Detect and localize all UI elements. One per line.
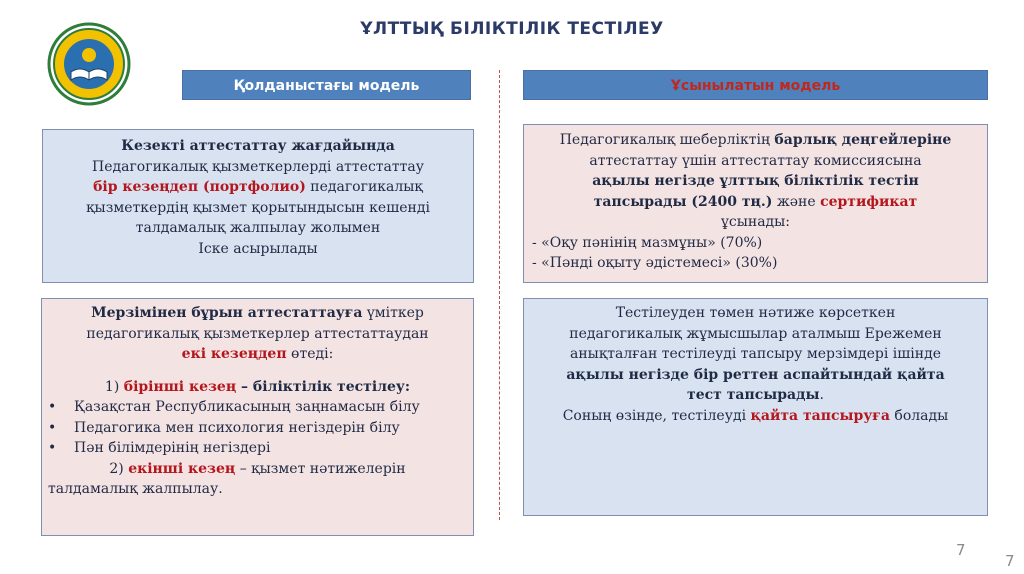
- list-item: [48, 397, 467, 418]
- column-divider: [499, 70, 500, 520]
- page-title: ҰЛТТЫҚ БІЛІКТІЛІК ТЕСТІЛЕУ: [360, 19, 664, 39]
- box4-line: педагогикалық жұмысшылар аталмыш Ережемен: [569, 325, 942, 342]
- box2-bold: барлық деңгейлеріне: [774, 132, 952, 148]
- box3-highlight: екі кезеңдеп: [181, 346, 287, 362]
- stage-number: 2): [109, 460, 129, 477]
- box2-list-item: - «Оқу пәнінің мазмұны» (70%): [532, 234, 763, 251]
- stage-number: 1): [104, 378, 124, 395]
- bullet-icon: •: [48, 419, 57, 436]
- box2-line: аттестаттау үшін аттестаттау комиссиясына: [589, 152, 922, 169]
- list-item: [48, 438, 467, 459]
- list-item: [48, 418, 467, 439]
- box3-line: үміткер: [362, 305, 424, 321]
- stage-two-label: екінші кезең: [128, 460, 236, 477]
- box2-line: Педагогикалық шеберліктің: [559, 132, 775, 148]
- box4-bold: тест тапсырады: [687, 387, 820, 403]
- box1-line: Педагогикалық қызметкерлерді аттестаттау: [92, 158, 424, 175]
- current-early-attestation-box: [41, 298, 474, 536]
- list-item-text: Педагогика мен психология негіздерін білу: [74, 419, 400, 436]
- emblem-open-book-icon: [47, 22, 131, 106]
- box1-line: қызметкердің қызмет қорытындысын кешенді: [86, 199, 430, 216]
- box1-heading: Кезекті аттестаттау жағдайында: [121, 138, 395, 154]
- proposed-attestation-box: [523, 124, 988, 283]
- current-regular-attestation-box: [42, 129, 474, 283]
- bullet-icon: •: [48, 440, 57, 456]
- stage-two-desc: – қызмет нәтижелерін: [235, 460, 406, 477]
- header-current-model: Қолданыстағы модель: [182, 70, 471, 100]
- bullet-icon: •: [48, 399, 57, 415]
- box4-line: .: [819, 387, 824, 403]
- box3-bold: Мерзімінен бұрын аттестаттауға: [91, 305, 363, 321]
- stage-one-label: бірінші кезең: [123, 378, 237, 395]
- box2-line: ұсынады:: [720, 214, 791, 230]
- box2-line: және: [772, 193, 821, 210]
- box4-line: Тестілеуден төмен нәтиже көрсеткен: [615, 305, 896, 321]
- box1-line: Іске асырылады: [198, 240, 318, 257]
- box4-bold: ақылы негізде бір реттен аспайтындай қайта: [566, 366, 945, 383]
- header-proposed-model: Ұсынылатын модель: [523, 70, 988, 100]
- box1-line: талдамалық жалпылау жолымен: [135, 220, 381, 236]
- list-item-text: Пән білімдерінің негіздері: [74, 440, 271, 456]
- page-number: 7: [1005, 552, 1015, 570]
- box4-line: Соның өзінде, тестілеуді: [562, 407, 751, 424]
- box3-line: талдамалық жалпылау.: [48, 481, 223, 497]
- box2-bold: ақылы негізде ұлттық біліктілік тестін: [592, 173, 919, 189]
- box2-list-item: - «Пәнді оқыту әдістемесі» (30%): [532, 255, 778, 271]
- proposed-retest-box: [523, 298, 988, 516]
- box1-highlight: бір кезеңдеп (портфолио): [93, 179, 306, 195]
- box1-line: педагогикалық: [305, 179, 423, 195]
- box2-bold: тапсырады (2400 тң.): [593, 193, 773, 210]
- list-item-text: Қазақстан Республикасының заңнамасын білу: [74, 399, 420, 415]
- box4-line: болады: [889, 407, 949, 424]
- box3-line: өтеді:: [286, 346, 334, 362]
- stage-one-desc: – біліктілік тестілеу:: [236, 378, 411, 395]
- box3-line: педагогикалық қызметкерлер аттестаттаудан: [86, 325, 429, 342]
- page-number: 7: [956, 541, 966, 559]
- box4-line: анықталған тестілеуді тапсыру мерзімдері ішінде: [570, 346, 941, 362]
- box2-highlight: сертификат: [820, 193, 918, 210]
- box4-highlight: қайта тапсыруға: [750, 407, 890, 424]
